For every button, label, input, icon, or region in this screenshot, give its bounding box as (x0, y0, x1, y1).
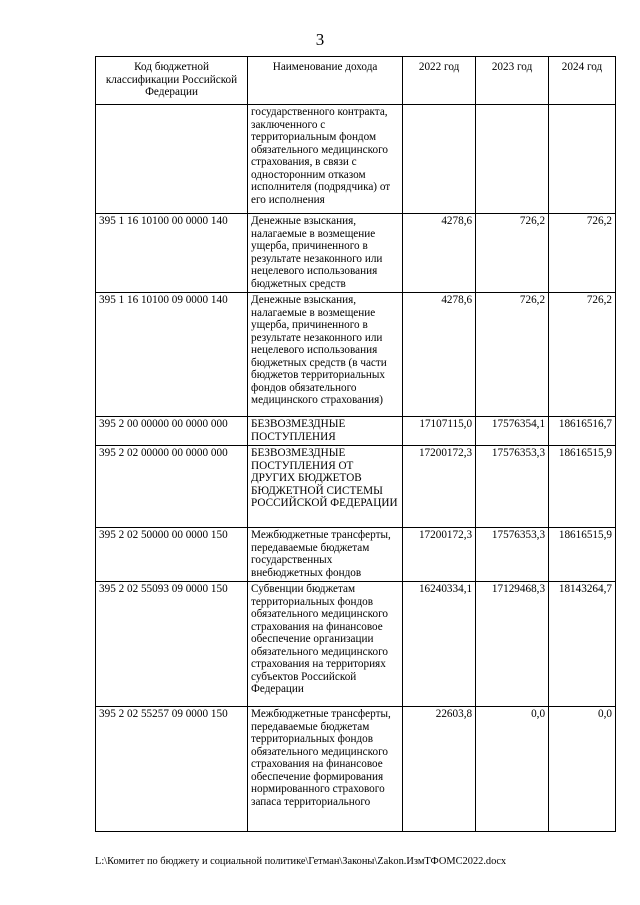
row-2024: 0,0 (549, 707, 616, 832)
row-2024 (549, 105, 616, 214)
header-2024: 2024 год (549, 57, 616, 105)
header-2022: 2022 год (403, 57, 476, 105)
row-code: 395 1 16 10100 00 0000 140 (96, 214, 248, 293)
row-2024: 18616515,9 (549, 528, 616, 582)
row-code: 395 2 02 55257 09 0000 150 (96, 707, 248, 832)
row-2023: 17576353,3 (476, 446, 549, 528)
row-code: 395 2 02 55093 09 0000 150 (96, 582, 248, 707)
row-2023: 17576354,1 (476, 417, 549, 446)
row-2022: 16240334,1 (403, 582, 476, 707)
row-name: Денежные взыскания, налагаемые в возмещение ущерба, причиненного в результате незаконного или нецелевого использования бюджетных средств (248, 214, 403, 293)
table-header-row (96, 57, 616, 105)
row-name: Денежные взыскания, налагаемые в возмещение ущерба, причиненного в результате незаконного или нецелевого использования бюджетных средств (в части бюджетов территориальных фондов обязательного медицинского страхования) (248, 293, 403, 417)
row-name: государственного контракта, заключенного с территориальным фондом обязательного медицинского страхования, в связи с односторонним отказом исполнителя (подрядчика) от его исполнения (248, 105, 403, 214)
row-2022: 17107115,0 (403, 417, 476, 446)
row-code: 395 2 00 00000 00 0000 000 (96, 417, 248, 446)
row-name: Межбюджетные трансферты, передаваемые бюджетам территориальных фондов обязательного медицинского страхования на финансовое обеспечение формирования нормированного страхового запаса территориального (248, 707, 403, 832)
row-2023: 0,0 (476, 707, 549, 832)
header-name: Наименование дохода (248, 57, 403, 105)
row-2024: 18616515,9 (549, 446, 616, 528)
header-code: Код бюджетной классификации Российской Федерации (96, 57, 248, 105)
table-row (96, 446, 616, 528)
row-code (96, 105, 248, 214)
row-2022 (403, 105, 476, 214)
row-2024: 726,2 (549, 293, 616, 417)
table-row (96, 293, 616, 417)
revenue-table (95, 56, 616, 832)
header-2023: 2023 год (476, 57, 549, 105)
row-2024: 726,2 (549, 214, 616, 293)
table-row (96, 528, 616, 582)
row-name: Межбюджетные трансферты, передаваемые бюджетам государственных внебюджетных фондов (248, 528, 403, 582)
row-2022: 22603,8 (403, 707, 476, 832)
row-2023: 17576353,3 (476, 528, 549, 582)
row-2023 (476, 105, 549, 214)
table-row (96, 105, 616, 214)
row-2024: 18143264,7 (549, 582, 616, 707)
row-2023: 726,2 (476, 293, 549, 417)
row-2024: 18616516,7 (549, 417, 616, 446)
row-2023: 726,2 (476, 214, 549, 293)
row-code: 395 1 16 10100 09 0000 140 (96, 293, 248, 417)
page-number: 3 (315, 30, 325, 49)
table-row (96, 214, 616, 293)
row-2022: 17200172,3 (403, 446, 476, 528)
row-code: 395 2 02 50000 00 0000 150 (96, 528, 248, 582)
table-row (96, 582, 616, 707)
row-code: 395 2 02 00000 00 0000 000 (96, 446, 248, 528)
row-name: БЕЗВОЗМЕЗДНЫЕ ПОСТУПЛЕНИЯ ОТ ДРУГИХ БЮДЖЕТОВ БЮДЖЕТНОЙ СИСТЕМЫ РОССИЙСКОЙ ФЕДЕРАЦИИ (248, 446, 403, 528)
row-2022: 4278,6 (403, 214, 476, 293)
row-2023: 17129468,3 (476, 582, 549, 707)
row-name: БЕЗВОЗМЕЗДНЫЕ ПОСТУПЛЕНИЯ (248, 417, 403, 446)
file-path-footer: L:\Комитет по бюджету и социальной политике\Гетман\Законы\Zakon.ИзмТФОМС2022.docx (95, 856, 507, 867)
table-row (96, 417, 616, 446)
row-2022: 17200172,3 (403, 528, 476, 582)
row-name: Субвенции бюджетам территориальных фондов обязательного медицинского страхования на финансовое обеспечение организации обязательного медицинского страхования на территориях субъектов Российской Федерации (248, 582, 403, 707)
table-row (96, 707, 616, 832)
row-2022: 4278,6 (403, 293, 476, 417)
